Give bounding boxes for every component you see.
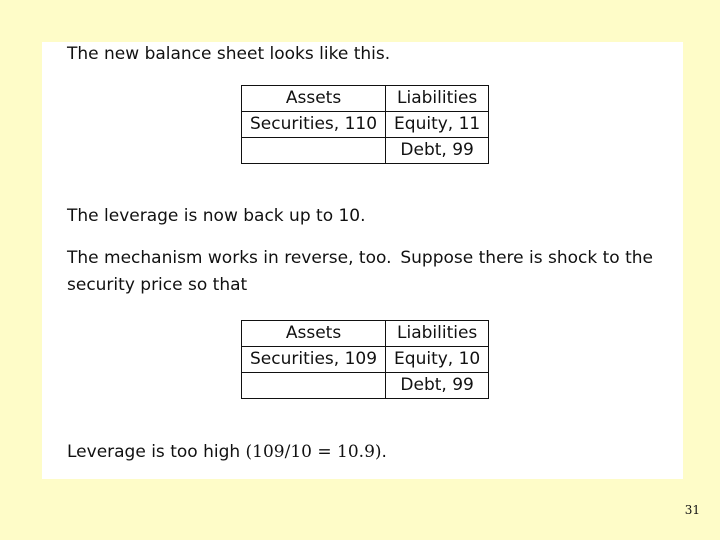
header-liabilities: Liabilities: [386, 86, 489, 112]
table-row: [242, 347, 489, 373]
liability-debt: Debt, 99: [386, 138, 489, 164]
header-assets: Assets: [242, 86, 386, 112]
liability-equity: Equity, 10: [386, 347, 489, 373]
conclusion-prefix: Leverage is too high: [67, 442, 246, 462]
table-row: [242, 373, 489, 399]
empty-cell: [242, 138, 386, 164]
mechanism-line-2: security price so that: [67, 275, 248, 295]
table-row: [242, 86, 489, 112]
slide-content: [42, 42, 683, 479]
header-liabilities: Liabilities: [386, 321, 489, 347]
mechanism-part-2: Suppose there is shock to the: [400, 248, 653, 268]
table-row: [242, 321, 489, 347]
page-number: 31: [684, 503, 700, 517]
balance-sheet-table-1: [241, 85, 489, 164]
conclusion-period: .: [381, 442, 387, 462]
liability-equity: Equity, 11: [386, 112, 489, 138]
table-row: [242, 112, 489, 138]
leverage-formula: (109/10 = 10.9): [245, 442, 382, 462]
table-row: [242, 138, 489, 164]
balance-sheet-table-2: [241, 320, 489, 399]
asset-securities: Securities, 110: [242, 112, 386, 138]
asset-securities: Securities, 109: [242, 347, 386, 373]
liability-debt: Debt, 99: [386, 373, 489, 399]
mechanism-line-1: [67, 248, 653, 268]
intro-text: The new balance sheet looks like this.: [67, 44, 391, 64]
header-assets: Assets: [242, 321, 386, 347]
empty-cell: [242, 373, 386, 399]
mechanism-part-1: The mechanism works in reverse, too.: [67, 248, 392, 268]
leverage-text: The leverage is now back up to 10.: [67, 206, 366, 226]
conclusion-text: [67, 442, 387, 462]
